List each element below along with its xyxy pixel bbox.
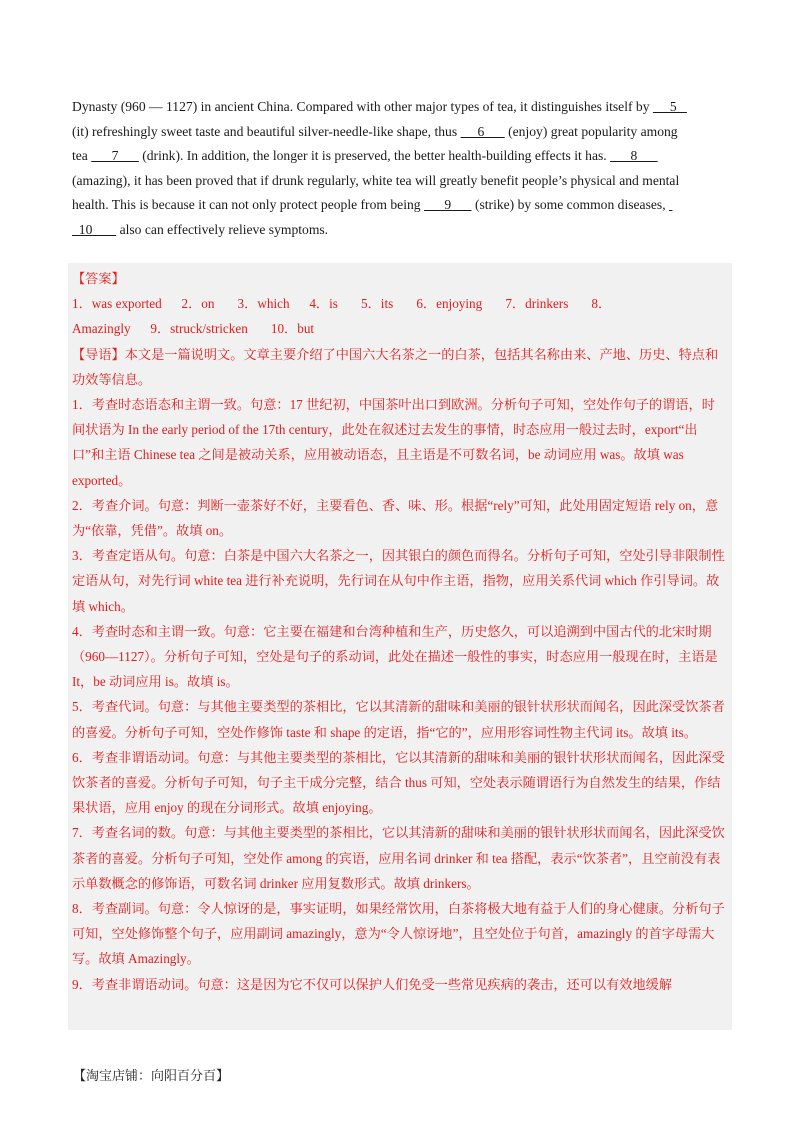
explanation: 1．考查时态语态和主谓一致。句意：17 世纪初，中国茶叶出口到欧洲。分析句子可知，空处作句子的谓语，时间状语为 In the early period of the 17th century，此处在叙述过去发生的事情，时态应用一般过去时，export“出口”和主语 Chinese tea 之间是被动关系，应用被动语态，且主语是不可数名词，be 动词应用 was。故填 was exported。 bbox=[72, 397, 715, 488]
passage-line bbox=[72, 120, 728, 145]
explanation: 2．考查介词。句意：判断一壶茶好不好，主要看色、香、味、形。根据“rely”可知，此处用固定短语 rely on，意为“依靠，凭借”。故填 on。 bbox=[72, 497, 719, 539]
passage-text: (amazing), it has been proved that if drunk regularly, white tea will greatly benefit people’s physical and mental bbox=[72, 172, 680, 188]
blank-8: 8 bbox=[610, 148, 658, 164]
passage-line bbox=[72, 218, 728, 243]
answer-list-line: Amazingly 9．struck/stricken 10．but bbox=[72, 321, 315, 337]
passage-text: (strike) by some common diseases, bbox=[471, 197, 669, 213]
blank-6: 6 bbox=[460, 123, 505, 139]
passage bbox=[72, 95, 728, 243]
blank-9: 9 bbox=[423, 197, 472, 213]
passage-line bbox=[72, 95, 728, 120]
answer-list-line: 1．was exported 2．on 3．which 4．is 5．its 6．enjoying 7．drinkers 8． bbox=[72, 296, 612, 312]
blank-7: 7 bbox=[91, 148, 139, 164]
passage-text: (enjoy) great popularity among bbox=[504, 123, 678, 139]
passage-line bbox=[72, 169, 728, 194]
blank-10-start bbox=[669, 197, 672, 212]
passage-text: Dynasty (960 — 1127) in ancient China. Compared with other major types of tea, it distinguishes itself by bbox=[72, 99, 653, 114]
passage-text: also can effectively relieve symptoms. bbox=[116, 221, 329, 237]
answer-list bbox=[72, 291, 728, 316]
answer-section bbox=[72, 266, 728, 997]
explanation: 5．考查代词。句意：与其他主要类型的茶相比，它以其清新的甜味和美丽的银针状形状而闻名，因此深受饮茶者的喜爱。分析句子可知，空处作修饰 taste 和 shape 的定语，指“它的”，应用形容词性物主代词 its。故填 its。 bbox=[72, 699, 725, 740]
blank-5: 5 bbox=[652, 99, 687, 114]
explanation: 8．考查副词。句意：令人惊讶的是，事实证明，如果经常饮用，白茶将极大地有益于人们的身心健康。分析句子可知，空处修饰整个句子，应用副词 amazingly，意为“令人惊讶地”，且空处位于句首，amazingly 的首字母需大写。故填 Amazingly。 bbox=[72, 901, 725, 967]
answer-list bbox=[72, 316, 728, 341]
passage-text: (it) refreshingly sweet taste and beautiful silver-needle-like shape, thus bbox=[72, 123, 461, 139]
passage-line bbox=[72, 144, 728, 169]
answer-heading: 【答案】 bbox=[72, 271, 125, 286]
passage-text: tea bbox=[72, 148, 92, 164]
explanation: 4．考查时态和主谓一致。句意：它主要在福建和台湾种植和生产，历史悠久，可以追溯到中国古代的北宋时期（960—1127）。分析句子可知，空处是句子的系动词，此处在描述一般性的事实，时态应用一般现在时，主语是 It，be 动词应用 is。故填 is。 bbox=[72, 623, 718, 690]
blank-10: 10 bbox=[72, 221, 117, 237]
explanation: 7．考查名词的数。句意：与其他主要类型的茶相比，它以其清新的甜味和美丽的银针状形状而闻名，因此深受饮茶者的喜爱。分析句子可知，空处作 among 的宾语，应用名词 drinker 和 tea 搭配，表示“饮茶者”，且空前没有表示单数概念的修饰语，可数名词 drinker 应用复数形式。故填 drinkers。 bbox=[72, 825, 725, 891]
passage-text: (drink). In addition, the longer it is preserved, the better health-building effects it has. bbox=[138, 148, 611, 164]
explanation: 9．考查非谓语动词。句意：这是因为它不仅可以保护人们免受一些常见疾病的袭击，还可以有效地缓解 bbox=[72, 976, 673, 992]
passage-line bbox=[72, 193, 728, 218]
footer-shop-label: 【淘宝店铺：向阳百分百】 bbox=[73, 1069, 230, 1084]
explanation: 3．考查定语从句。句意：白茶是中国六大名茶之一，因其银白的颜色而得名。分析句子可知，空处引导非限制性定语从句，对先行词 white tea 进行补充说明，先行词在从句中作主语，指物，应用关系代词 which 作引导词。故填 which。 bbox=[72, 548, 725, 614]
passage-text: health. This is because it can not only protect people from being bbox=[72, 197, 424, 213]
guide-text: 【导语】本文是一篇说明文。文章主要介绍了中国六大名茶之一的白茶，包括其名称由来、产地、历史、特点和功效等信息。 bbox=[72, 346, 719, 387]
explanation: 6．考查非谓语动词。句意：与其他主要类型的茶相比，它以其清新的甜味和美丽的银针状形状而闻名，因此深受饮茶者的喜爱。分析句子可知，句子主干成分完整，结合 thus 可知，空处表示随谓语行为自然发生的结果，作结果状语，应用 enjoy 的现在分词形式。故填 enjoying。 bbox=[72, 749, 725, 816]
